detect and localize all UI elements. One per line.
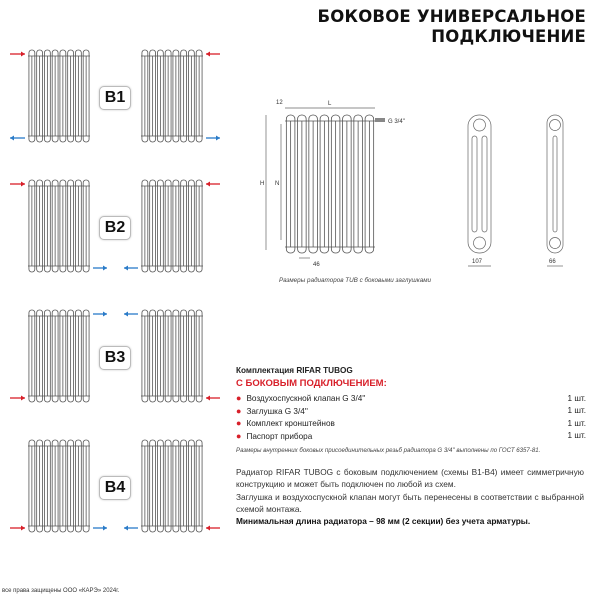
supply-arrow xyxy=(206,526,220,531)
radiator-sections xyxy=(285,115,375,253)
copyright-footer: все права защищены ООО «КАРЭ» 2024г. xyxy=(2,588,120,594)
kit-note: Размеры внутренних боковых присоединительных резьб радиатора G 3/4'' выполнены по ГОСТ 6357-81. xyxy=(236,447,541,454)
kit-item: ● Комплект кронштейнов 1 шт. xyxy=(236,418,586,429)
radiator-left xyxy=(28,440,90,532)
supply-arrow xyxy=(206,52,220,57)
supply-arrow xyxy=(10,526,25,531)
supply-arrow xyxy=(10,396,25,401)
supply-arrow xyxy=(10,182,25,187)
dimension-drawing xyxy=(250,90,600,280)
return-arrow xyxy=(124,526,138,531)
bullet-icon: ● xyxy=(236,418,242,429)
radiator-right xyxy=(141,180,203,272)
radiator-right xyxy=(141,310,203,402)
svg-text:G 3/4'': G 3/4'' xyxy=(388,119,405,125)
return-arrow xyxy=(93,266,107,271)
radiator-side-view-2col xyxy=(547,115,563,266)
bullet-icon: ● xyxy=(236,405,242,416)
drawing-caption: Размеры радиаторов TUB с боковыми заглушками xyxy=(278,277,432,284)
supply-arrow xyxy=(206,182,220,187)
svg-text:12: 12 xyxy=(276,100,283,106)
scheme-label-b2: B2 xyxy=(99,216,131,240)
scheme-label-b4: B4 xyxy=(99,476,131,500)
scheme-label-b1: B1 xyxy=(99,86,131,110)
bullet-icon: ● xyxy=(236,430,242,441)
radiator-right xyxy=(141,440,203,532)
kit-heading: Комплектация RIFAR TUBOG xyxy=(236,366,353,375)
kit-item: ● Заглушка G 3/4'' 1 шт. xyxy=(236,405,586,416)
kit-item: ● Паспорт прибора 1 шт. xyxy=(236,430,586,441)
svg-text:N: N xyxy=(275,181,280,187)
return-arrow xyxy=(124,266,138,271)
return-arrow xyxy=(10,136,25,141)
kit-contents xyxy=(236,366,586,454)
return-arrow xyxy=(124,312,138,317)
supply-arrow xyxy=(206,396,220,401)
svg-text:L: L xyxy=(328,101,332,107)
radiator-side-view-3col xyxy=(468,115,491,266)
return-arrow xyxy=(206,136,220,141)
radiator-right xyxy=(141,50,203,142)
supply-arrow xyxy=(10,52,25,57)
radiator-front-view xyxy=(285,115,375,253)
kit-subheading: С БОКОВЫМ ПОДКЛЮЧЕНИЕМ: xyxy=(236,378,387,389)
svg-text:107: 107 xyxy=(472,259,483,265)
svg-text:66: 66 xyxy=(549,259,556,265)
return-arrow xyxy=(93,526,107,531)
svg-text:46: 46 xyxy=(313,262,320,268)
radiator-left xyxy=(28,310,90,402)
radiator-left xyxy=(28,180,90,272)
scheme-label-b3: B3 xyxy=(99,346,131,370)
kit-item: ● Воздухоспускной клапан G 3/4'' 1 шт. xyxy=(236,393,586,404)
page-title: БОКОВОЕ УНИВЕРСАЛЬНОЕ ПОДКЛЮЧЕНИЕ xyxy=(317,7,586,46)
return-arrow xyxy=(93,312,107,317)
description: Радиатор RIFAR TUBOG с боковым подключением (схемы В1-В4) имеет симметричную конструкцию и может быть подключен по любой из схем. Заглушка и воздухоспускной клапан могут быть перенесены в соответствии с выбранной схемой монтажа. Минимальная длина радиатора – 98 мм (2 секции) без учета арматуры. xyxy=(236,467,584,527)
radiator-left xyxy=(28,50,90,142)
bullet-icon: ● xyxy=(236,393,242,404)
svg-text:H: H xyxy=(260,181,265,187)
